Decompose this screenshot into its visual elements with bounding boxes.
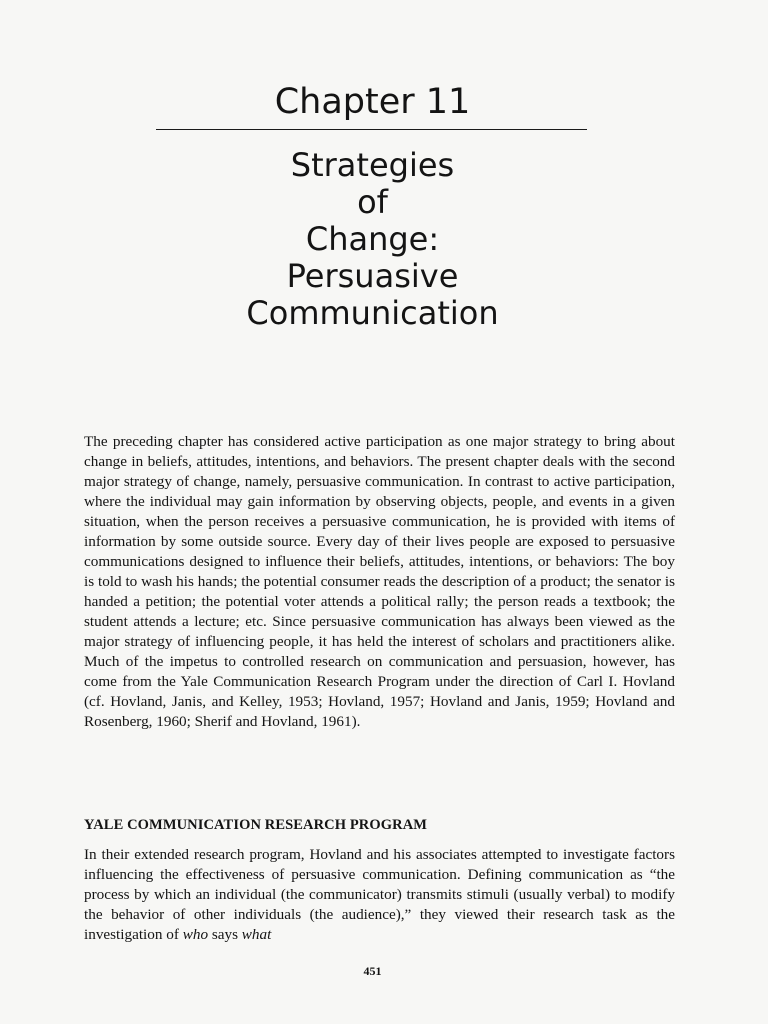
chapter-title-line: Persuasive (286, 257, 459, 295)
page-number: 451 (363, 964, 382, 978)
chapter-title-line: Communication (246, 294, 499, 332)
section-heading: YALE COMMUNICATION RESEARCH PROGRAM (84, 817, 428, 833)
intro-paragraph: The preceding chapter has considered active participation as one major strategy to bring about change in beliefs, attitudes, intentions, and behaviors. The present chapter deals with the second major strategy of change, namely, persuasive communication. In contrast to active participation, where the individual may gain information by observing objects, people, and events in a given situation, when the person receives a persuasive communication, he is provided with items of information by some outside source. Every day of their lives people are exposed to persuasive communications designed to influence their beliefs, attitudes, intentions, or behaviors: The boy is told to wash his hands; the potential consumer reads the description of a product; the senator is handed a petition; the potential voter attends a political rally; the person reads a textbook; the student attends a lecture; etc. Since persuasive communication has always been viewed as the major strategy of influencing people, it has held the interest of scholars and practitioners alike. Much of the impetus to controlled research on communication and persuasion, however, has come from the Yale Communication Research Program under the direction of Carl I. Hovland (cf. Hovland, Janis, and Kelley, 1953; Hovland, 1957; Hovland and Janis, 1959; Hovland and Rosenberg, 1960; Sherif and Hovland, 1961). (84, 433, 675, 730)
chapter-title-rule (156, 129, 587, 130)
section-paragraph-text: In their extended research program, Hovland and his associates attempted to investigate factors influencing the effectiveness of persuasive communication. Defining communication as “the process by which an individual (the communicator) transmits stimuli (usually verbal) to modify the behavior of other individuals (the audience),” they viewed their research task as the investigation of (84, 846, 675, 943)
chapter-label: Chapter 11 (274, 82, 471, 122)
section-paragraph-text: says (208, 926, 242, 943)
chapter-title-line: of (357, 183, 388, 221)
section-paragraph (84, 845, 675, 945)
chapter-title (0, 147, 745, 332)
chapter-title-line: Change: (305, 220, 440, 258)
italic-who: who (182, 926, 209, 943)
chapter-title-line: Strategies (290, 146, 455, 184)
italic-what: what (241, 926, 272, 943)
